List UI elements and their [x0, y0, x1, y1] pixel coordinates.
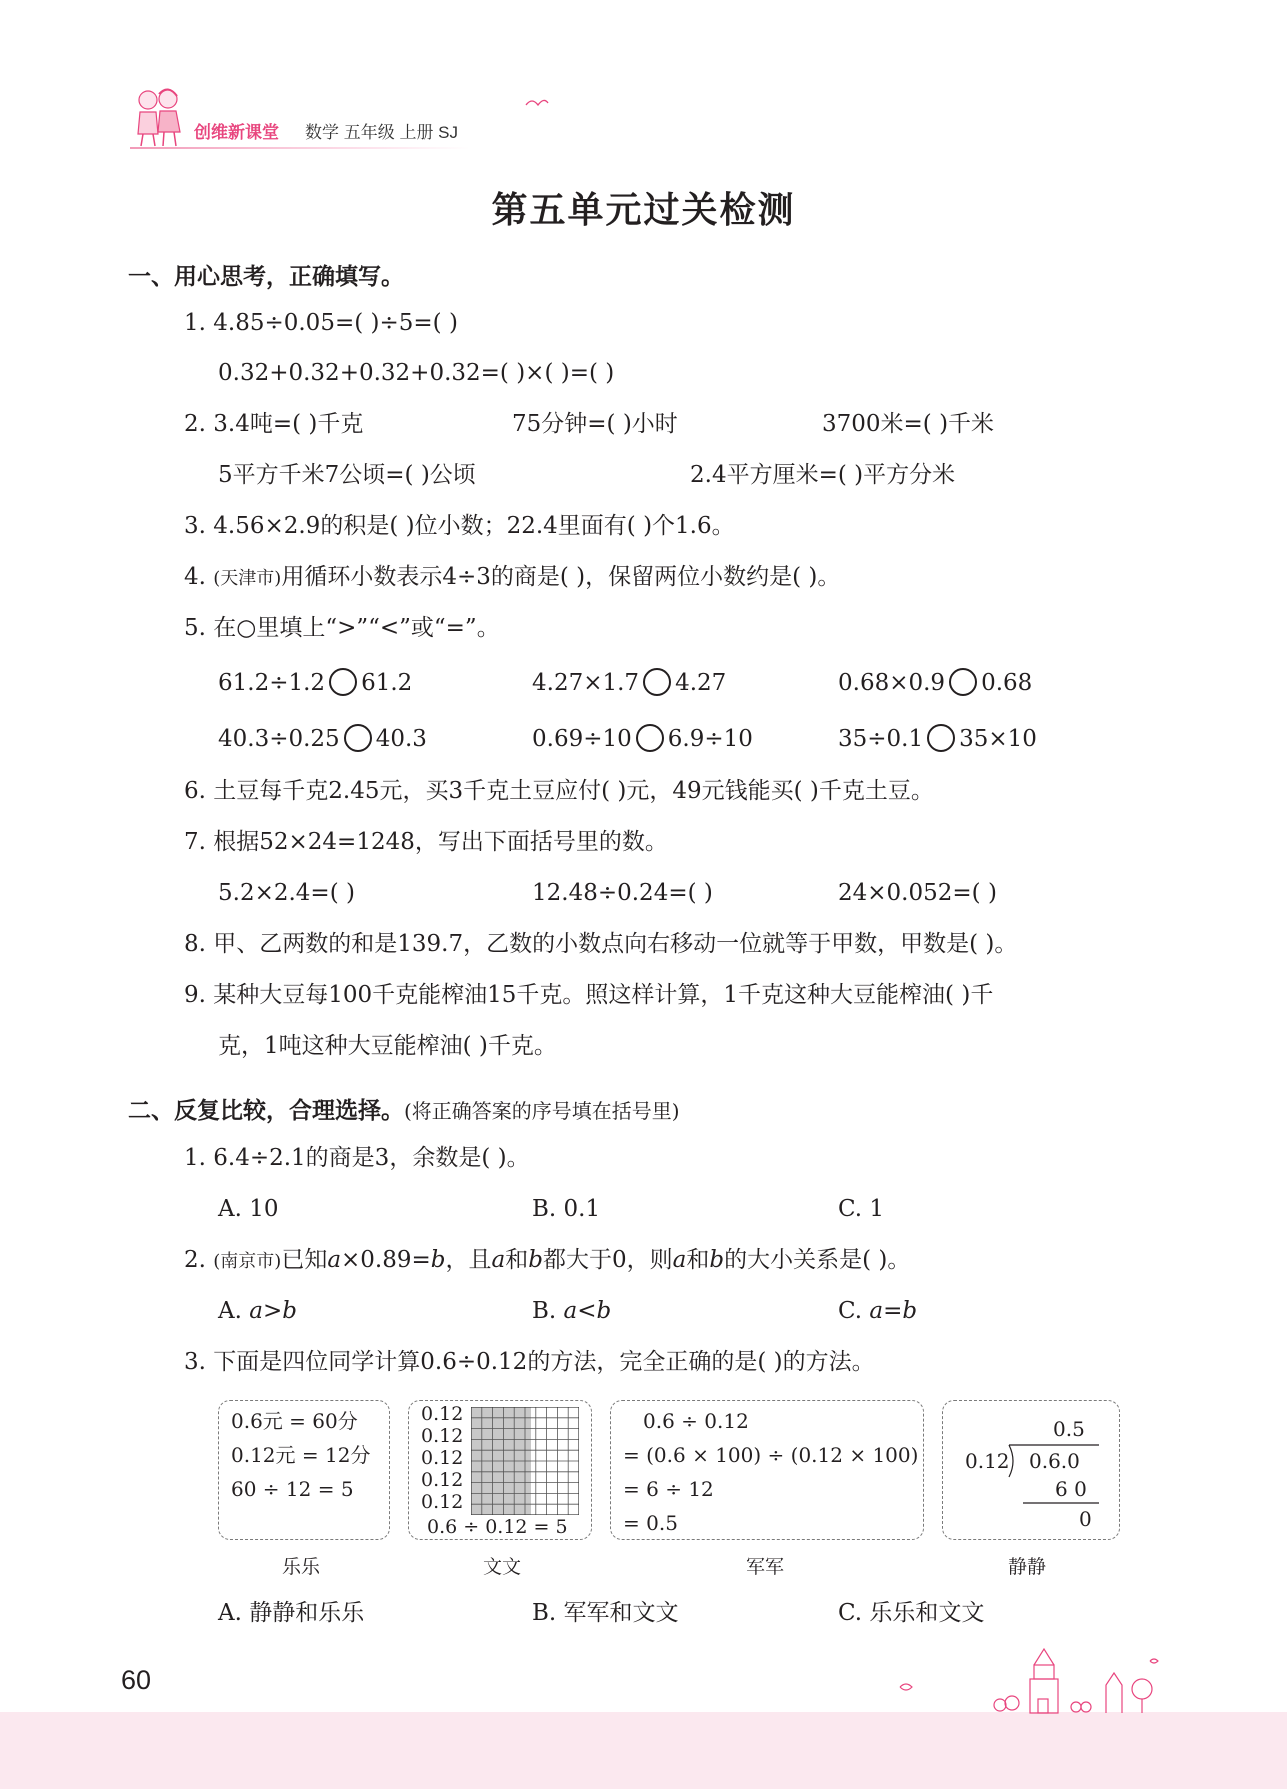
- var-a: a: [327, 1247, 342, 1273]
- page-title: 第五单元过关检测: [491, 189, 796, 230]
- s2-q3-option-c[interactable]: C. 乐乐和文文: [838, 1600, 985, 1626]
- lele-line: 0.12元 = 12分: [231, 1443, 371, 1467]
- q6: 6. 土豆每千克2.45元，买3千克土豆应付( )元，49元钱能买( )千克土豆。: [184, 778, 934, 804]
- q9-line1: 9. 某种大豆每100千克能榨油15千克。照这样计算，1千克这种大豆能榨油( )千: [184, 982, 994, 1008]
- s2-q2-text: 和: [686, 1247, 710, 1273]
- q9-line2: 克，1吨这种大豆能榨油( )千克。: [218, 1033, 557, 1059]
- page-number: 60: [121, 1665, 152, 1695]
- q5-item: [838, 668, 1032, 698]
- method-box-jingjing: [942, 1400, 1120, 1540]
- s2-q2-region-tag: (南京市): [213, 1251, 282, 1272]
- children-mascot-icon: [128, 86, 188, 148]
- var-a: a: [563, 1298, 578, 1324]
- section1-heading: 一、用心思考，正确填写。: [128, 263, 404, 289]
- s2-q1-option-c[interactable]: C. 1: [838, 1196, 885, 1222]
- s2-q2-text: 和: [505, 1247, 529, 1273]
- var-b: b: [902, 1298, 918, 1324]
- q2-a: 2. 3.4吨=( )千克: [184, 411, 364, 437]
- s2-q3-option-b[interactable]: B. 军军和文文: [532, 1600, 679, 1626]
- s2-q2-text: 都大于0，则: [542, 1247, 673, 1273]
- q5-item: [838, 724, 1037, 754]
- method-caption-lele: 乐乐: [282, 1556, 321, 1578]
- s2-q2-option-b[interactable]: [532, 1296, 611, 1326]
- q2-c: 3700米=( )千米: [822, 411, 995, 437]
- lele-line: 0.6元 = 60分: [231, 1409, 358, 1433]
- answer-circle[interactable]: [949, 668, 977, 696]
- s2-q2-text: ×0.89=: [341, 1247, 431, 1273]
- operator: <: [577, 1298, 597, 1324]
- q2-e: 2.4平方厘米=( )平方分米: [690, 462, 956, 488]
- bird-icon: [524, 95, 550, 113]
- section2-heading: [128, 1092, 680, 1125]
- s2-q2-text: 的大小关系是( )。: [724, 1247, 911, 1273]
- jingjing-quotient: 0.5: [1053, 1417, 1085, 1441]
- section2-note: (将正确答案的序号填在括号里): [404, 1099, 680, 1123]
- s2-q1-stem: 1. 6.4÷2.1的商是3，余数是( )。: [184, 1145, 530, 1171]
- jingjing-dividend: 0.6.0: [1029, 1449, 1080, 1473]
- var-b: b: [709, 1247, 725, 1273]
- operator: >: [262, 1298, 283, 1324]
- method-caption-junjun: 军军: [746, 1556, 785, 1578]
- q5-right-expr: 4.27: [675, 670, 727, 696]
- q5-item: [532, 724, 753, 754]
- answer-circle[interactable]: [636, 724, 664, 752]
- q5-left-expr: 35÷0.1: [838, 726, 924, 752]
- method-caption-wenwen: 文文: [483, 1556, 522, 1578]
- q5-right-expr: 0.68: [981, 670, 1033, 696]
- header-brand: 创维新课堂: [194, 123, 279, 142]
- jingjing-remainder: 0: [1079, 1507, 1092, 1531]
- s2-q1-option-b[interactable]: B. 0.1: [532, 1196, 601, 1222]
- junjun-line: = 6 ÷ 12: [623, 1477, 714, 1501]
- header-divider: [130, 147, 470, 149]
- s2-q3-option-a[interactable]: A. 静静和乐乐: [218, 1600, 365, 1626]
- q3: 3. 4.56×2.9的积是( )位小数；22.4里面有( )个1.6。: [184, 513, 735, 539]
- q5-left-expr: 40.3÷0.25: [218, 726, 340, 752]
- q5-item: [218, 668, 412, 698]
- junjun-line: = (0.6 × 100) ÷ (0.12 × 100): [623, 1443, 919, 1467]
- footer-band: [0, 1712, 1287, 1789]
- q5-left-expr: 0.69÷10: [532, 726, 632, 752]
- wenwen-label: 0.12: [421, 1403, 464, 1425]
- q4: [184, 562, 840, 594]
- var-a: a: [869, 1298, 884, 1324]
- s2-q2-text: ，且: [445, 1247, 492, 1273]
- q8: 8. 甲、乙两数的和是139.7，乙数的小数点向右移动一位就等于甲数，甲数是( )。: [184, 931, 1018, 957]
- operator: =: [883, 1298, 903, 1324]
- q2-b: 75分钟=( )小时: [512, 411, 678, 437]
- var-b: b: [528, 1247, 543, 1273]
- var-b: b: [430, 1247, 446, 1273]
- junjun-line: = 0.5: [623, 1511, 678, 1535]
- s2-q2-text: 已知: [281, 1247, 328, 1273]
- var-b: b: [596, 1298, 612, 1324]
- q7-stem: 7. 根据52×24=1248，写出下面括号里的数。: [184, 829, 668, 855]
- option-label: B.: [532, 1298, 564, 1324]
- jingjing-product: 6 0: [1055, 1477, 1087, 1501]
- q4-number: 4.: [184, 564, 214, 590]
- castle-doodle-icon: [880, 1645, 1180, 1715]
- answer-circle[interactable]: [344, 724, 372, 752]
- method-box-wenwen: [408, 1400, 592, 1540]
- answer-circle[interactable]: [329, 668, 357, 696]
- wenwen-equation: 0.6 ÷ 0.12 = 5: [427, 1516, 568, 1538]
- q2-d: 5平方千米7公顷=( )公顷: [218, 462, 476, 488]
- var-a: a: [491, 1247, 506, 1273]
- q4-text: 用循环小数表示4÷3的商是( )，保留两位小数约是( )。: [281, 564, 841, 590]
- method-caption-jingjing: 静静: [1008, 1556, 1047, 1578]
- hundred-grid-diagram: [471, 1407, 579, 1515]
- q7-a: 5.2×2.4=( ): [218, 880, 355, 906]
- q7-c: 24×0.052=( ): [838, 880, 997, 906]
- answer-circle[interactable]: [927, 724, 955, 752]
- q5-stem: 5. 在○里填上“>”“<”或“=”。: [184, 615, 500, 641]
- lele-line: 60 ÷ 12 = 5: [231, 1477, 354, 1501]
- q5-left-expr: 61.2÷1.2: [218, 670, 326, 696]
- s2-q1-option-a[interactable]: A. 10: [218, 1196, 279, 1222]
- q5-item: [532, 668, 726, 698]
- wenwen-label: 0.12: [421, 1491, 464, 1513]
- answer-circle[interactable]: [643, 668, 671, 696]
- q5-right-expr: 40.3: [375, 726, 427, 752]
- q5-right-expr: 61.2: [361, 670, 413, 696]
- jingjing-divisor: 0.12: [965, 1449, 1010, 1473]
- section2-title: 二、反复比较，合理选择。: [128, 1097, 404, 1123]
- option-label: C.: [838, 1298, 870, 1324]
- q5-left-expr: 4.27×1.7: [532, 670, 640, 696]
- q4-region-tag: (天津市): [213, 568, 282, 589]
- q1-line1: 1. 4.85÷0.05=( )÷5=( ): [184, 310, 458, 336]
- s2-q2-number: 2.: [184, 1247, 214, 1273]
- s2-q3-stem: 3. 下面是四位同学计算0.6÷0.12的方法，完全正确的是( )的方法。: [184, 1349, 875, 1375]
- method-box-lele: [218, 1400, 390, 1540]
- q5-right-expr: 35×10: [959, 726, 1037, 752]
- q5-left-expr: 0.68×0.9: [838, 670, 946, 696]
- wenwen-label: 0.12: [421, 1447, 464, 1469]
- s2-q2-option-a[interactable]: [218, 1296, 297, 1326]
- wenwen-label: 0.12: [421, 1425, 464, 1447]
- header-subject: 数学 五年级 上册 SJ: [305, 123, 459, 142]
- s2-q2-stem: [184, 1245, 910, 1277]
- q1-line2: 0.32+0.32+0.32+0.32=( )×( )=( ): [218, 360, 615, 386]
- q5-item: [218, 724, 427, 754]
- junjun-line: 0.6 ÷ 0.12: [643, 1409, 749, 1433]
- option-label: A.: [218, 1298, 250, 1324]
- var-a: a: [672, 1247, 687, 1273]
- method-box-junjun: [610, 1400, 924, 1540]
- var-a: a: [249, 1298, 263, 1324]
- s2-q2-option-c[interactable]: [838, 1296, 917, 1326]
- wenwen-label: 0.12: [421, 1469, 464, 1491]
- var-b: b: [282, 1298, 297, 1324]
- q7-b: 12.48÷0.24=( ): [532, 880, 713, 906]
- q5-right-expr: 6.9÷10: [667, 726, 753, 752]
